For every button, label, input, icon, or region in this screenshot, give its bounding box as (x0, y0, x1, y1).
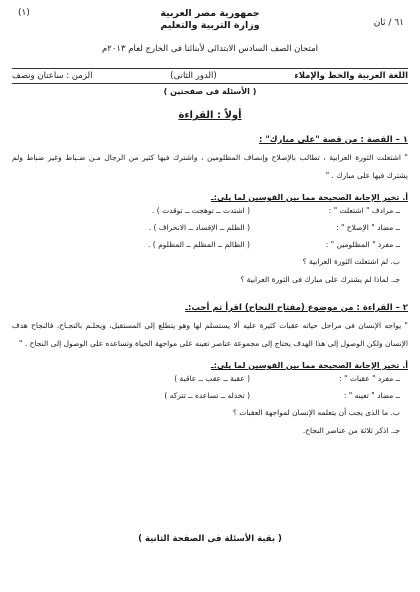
item-label: ــ مضاد " الإصلاح " : (336, 223, 400, 232)
ministry-name: وزارة التربية والتعليم (160, 20, 260, 31)
section-title: أولاً : القراءة (178, 110, 242, 121)
item-options: ( تخذله ــ تساعده ــ تتركه ) (164, 391, 250, 400)
item-options: ( اشتدت ــ توهجت ــ توقدت ) . (151, 206, 250, 215)
question-2-b: ب. ما الذى يجب أن يتعلمه الإنسان لمواجهة العقبات ؟ (232, 408, 400, 417)
item-options: ( عقبة ــ عقب ــ عاقبة ) (174, 374, 250, 383)
question-2-title: ٢ – القراءة : من موضوع (مفتاح النجاح) اقرأ ثم أجب:ـ (185, 303, 408, 313)
exam-round: (الدور الثانى) (170, 71, 217, 81)
question-1-c: جـ. لماذا لم يشترك على مبارك فى الثورة العرابية ؟ (240, 275, 400, 284)
list-item (12, 236, 408, 253)
continued-note: ( بقية الأسئلة فى الصفحة الثانية ) (138, 534, 282, 544)
item-label: ــ مضاد " تعينه " : (343, 391, 400, 400)
pages-note: ( الأسئلة فى صفحتين ) (163, 87, 257, 96)
item-label: ــ مرادف " اشتعلت " : (328, 206, 400, 215)
country-name: جمهورية مصر العربية (160, 8, 260, 19)
page-number: (١) (18, 8, 30, 18)
question-2-c: جـ. اذكر ثلاثة من عناصر النجاح. (302, 426, 400, 435)
question-2-instruction: أ. تخير الإجابة الصحيحة مما بين القوسين لما يلى:ـ (211, 361, 408, 370)
item-label: ــ مفرد " عقبات " : (339, 374, 400, 383)
list-item (12, 219, 408, 236)
exam-title: امتحان الصف السادس الابتدائى لأبنائنا فى الخارج لعام ٢٠١٣م (102, 44, 318, 54)
question-1-passage: " اشتعلت الثورة العرابية ، تطالب بالإصلاح وإنصاف المظلومين ، واشترك فيها كثير من الرجال مـن ضـباط وغير ضباط ولم يشترك فيها على مبارك . " (12, 153, 408, 180)
exam-code: ٦١ / ثان (373, 18, 404, 28)
subject-bar (12, 68, 408, 84)
exam-time: الزمن : ساعتان ونصف (12, 71, 93, 81)
subject-name: اللغة العربية والخط والإملاء (294, 71, 408, 81)
list-item (12, 387, 408, 404)
question-1-b: ب. لم اشتعلت الثورة العرابية ؟ (302, 257, 400, 266)
list-item (12, 202, 408, 219)
question-1-instruction: أ. تخير الإجابة الصحيحة مما بين القوسين لما يلى:ـ (211, 193, 408, 202)
exam-header (12, 6, 408, 66)
item-label: ــ مفرد " المظلومين " : (325, 240, 400, 249)
list-item (12, 370, 408, 387)
item-options: ( الظالم ــ المظلم ــ المظلوم ) . (148, 240, 250, 249)
question-2-passage: " يواجه الإنسان فى مراحل حياته عقبات كثيرة عليه ألا يستسلم لها وهو يتطلع إلى المستقبل، ويحلـم بالنجـاح، فالنجاح هدف الإنسان ولكن الوصول إلى هذا الهدف يحتاج إلى مجموعة عناصر تعينه على مواجهة الحياة وتساعده على الوصول إلى النجاح . " (12, 321, 408, 348)
item-options: ( الظلم ــ الإفساد ــ الانحراف ) . (148, 223, 250, 232)
question-1-title: ١ – القصة : من قصة "على مبارك" : (258, 135, 408, 145)
